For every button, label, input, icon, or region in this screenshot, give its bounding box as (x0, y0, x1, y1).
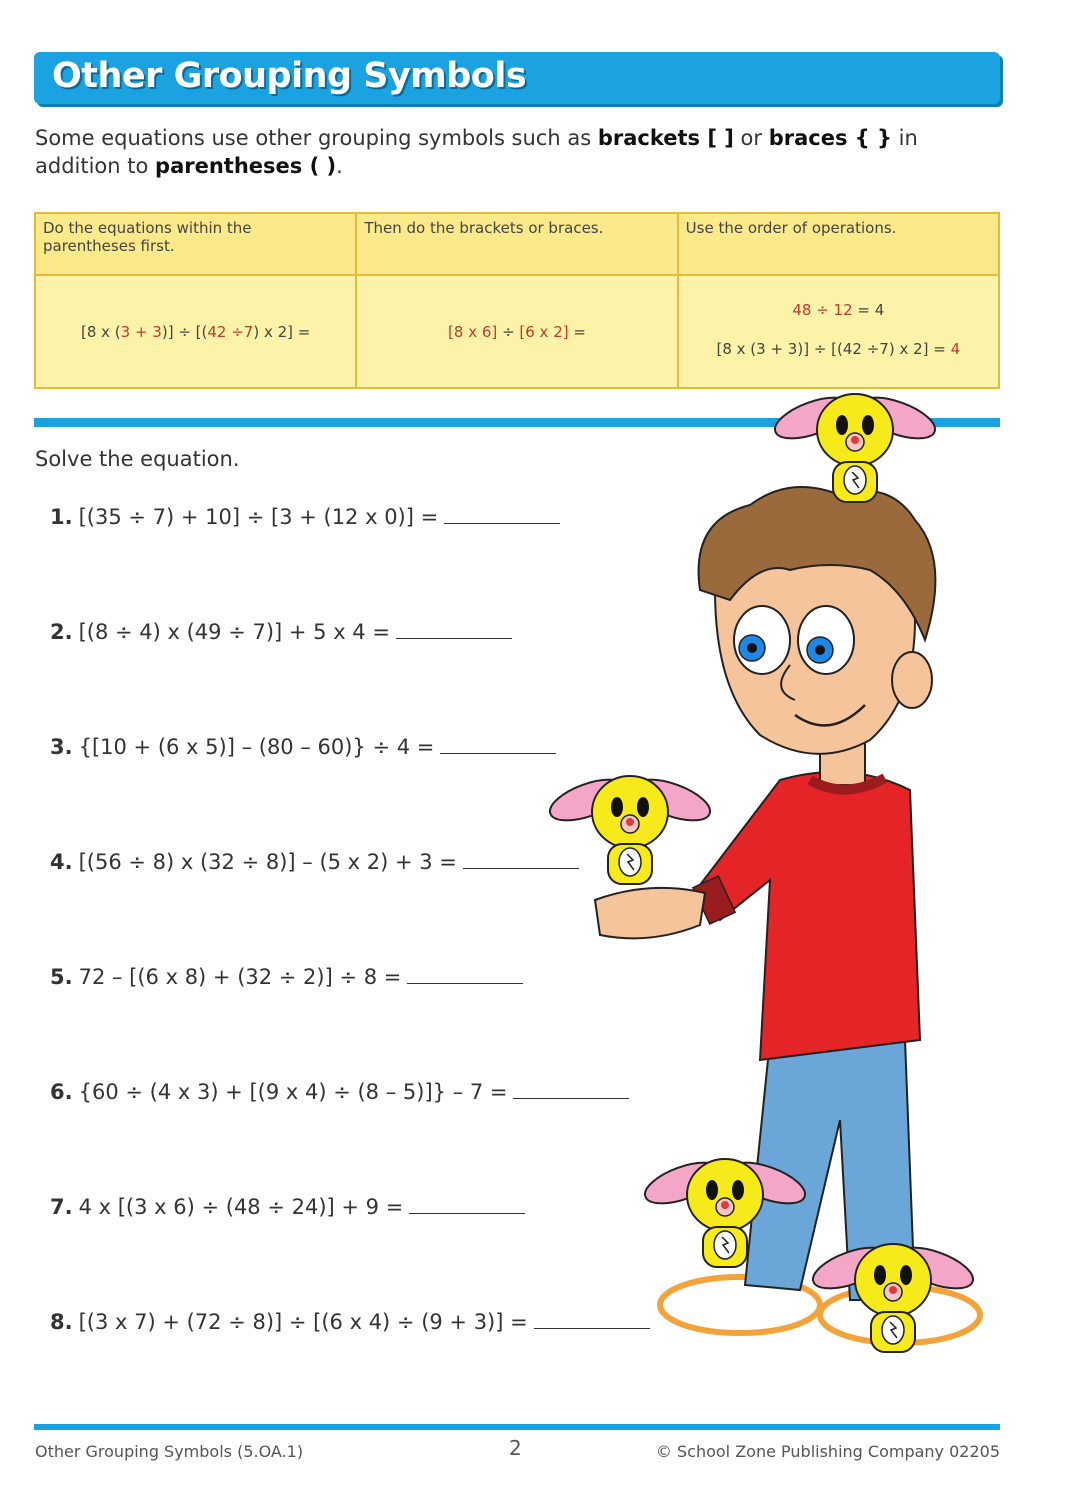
footer-copyright: © School Zone Publishing Company 02205 (655, 1442, 1000, 1461)
answer-blank[interactable] (396, 637, 512, 639)
step-2-example: [8 x 6] ÷ [6 x 2] = (356, 275, 677, 388)
problem-equation: {60 ÷ (4 x 3) + [(9 x 4) ÷ (8 – 5)]} – 7 = (78, 1080, 508, 1104)
problem-equation: 72 – [(6 x 8) + (32 ÷ 2)] ÷ 8 = (78, 965, 402, 989)
problem-number: 4. (50, 850, 73, 874)
problem-7 (50, 1195, 525, 1219)
intro-bold-parentheses: parentheses ( ) (155, 154, 337, 178)
title-banner (34, 52, 1000, 104)
problem-number: 1. (50, 505, 73, 529)
footer-left: Other Grouping Symbols (5.OA.1) (35, 1442, 304, 1461)
step-2-header: Then do the brackets or braces. (356, 213, 677, 275)
instruction-text: Solve the equation. (35, 447, 240, 471)
intro-part: . (336, 154, 343, 178)
step-1-header: Do the equations within the parentheses first. (35, 213, 356, 275)
intro-text (35, 124, 995, 180)
problem-equation: [(56 ÷ 8) x (32 ÷ 8)] – (5 x 2) + 3 = (78, 850, 457, 874)
problem-number: 7. (50, 1195, 73, 1219)
problem-number: 6. (50, 1080, 73, 1104)
problem-number: 5. (50, 965, 73, 989)
problem-number: 2. (50, 620, 73, 644)
problem-equation: 4 x [(3 x 6) ÷ (48 ÷ 24)] + 9 = (78, 1195, 404, 1219)
intro-bold-braces: braces { } (768, 126, 892, 150)
page-title: Other Grouping Symbols (52, 56, 527, 96)
step-1-example: [8 x (3 + 3)] ÷ [(42 ÷7) x 2] = (35, 275, 356, 388)
problem-number: 8. (50, 1310, 73, 1334)
step-3-example: 48 ÷ 12 = 4 [8 x (3 + 3)] ÷ [(42 ÷7) x 2] = 4 (678, 275, 999, 388)
problem-3 (50, 735, 556, 759)
intro-part: in addition to (35, 126, 918, 178)
problem-equation: [(8 ÷ 4) x (49 ÷ 7)] + 5 x 4 = (78, 620, 390, 644)
problem-equation: [(35 ÷ 7) + 10] ÷ [3 + (12 x 0)] = (78, 505, 439, 529)
problem-equation: {[10 + (6 x 5)] – (80 – 60)} ÷ 4 = (78, 735, 435, 759)
intro-bold-brackets: brackets [ ] (597, 126, 734, 150)
boy-illustration (500, 375, 1030, 1375)
intro-part: or (733, 126, 769, 150)
problem-2 (50, 620, 512, 644)
problem-number: 3. (50, 735, 73, 759)
problem-1 (50, 505, 560, 529)
problem-equation: [(3 x 7) + (72 ÷ 8)] ÷ [(6 x 4) ÷ (9 + 3)] = (78, 1310, 528, 1334)
step-3-header: Use the order of operations. (678, 213, 999, 275)
intro-part: Some equations use other grouping symbols such as (35, 126, 598, 150)
page-number: 2 (509, 1436, 522, 1460)
example-table (34, 212, 1000, 389)
problem-5 (50, 965, 523, 989)
footer-divider (34, 1424, 1000, 1430)
